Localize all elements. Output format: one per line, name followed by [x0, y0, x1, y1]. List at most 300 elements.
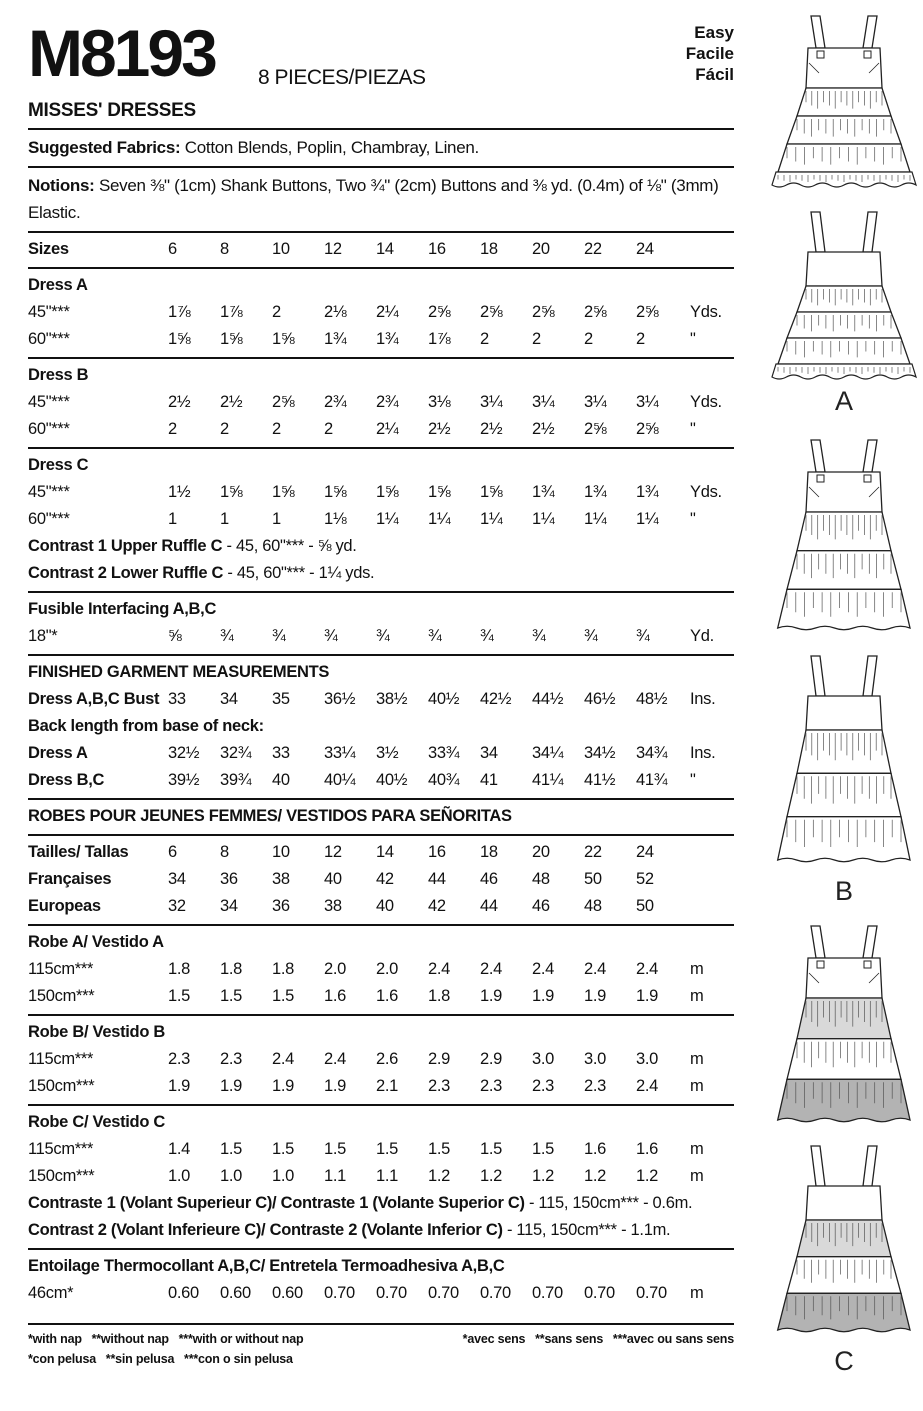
yardage-cell: 46 — [532, 897, 550, 915]
row-label: 115cm*** — [28, 1050, 94, 1068]
divider-rule — [28, 267, 734, 269]
yardage-cell: 1.8 — [220, 960, 243, 978]
yardage-cell: ¾ — [584, 627, 598, 645]
notions-line — [28, 171, 734, 227]
row-60 — [28, 326, 734, 353]
yardage-cell: 1¼ — [480, 510, 503, 528]
yardage-cell: 1.6 — [376, 987, 399, 1005]
yardage-cell: 2.4 — [272, 1050, 295, 1068]
yardage-cell: 12 — [324, 843, 342, 861]
section-dress-c: Dress C — [28, 456, 89, 474]
row-60 — [28, 416, 734, 443]
yardage-cell: ¾ — [324, 627, 338, 645]
yardage-cell: 1¼ — [376, 510, 399, 528]
section-back-length-from-base-of-neck: Back length from base of neck: — [28, 717, 264, 735]
unit-label: " — [690, 771, 696, 789]
yardage-cell: 38 — [324, 897, 342, 915]
row-label: 46cm* — [28, 1284, 74, 1302]
yardage-cell: 41 — [480, 771, 498, 789]
yardage-cell: 1¼ — [428, 510, 451, 528]
yardage-cell: 3½ — [376, 744, 399, 762]
yardage-cell: 1⅝ — [272, 330, 295, 348]
dress-c-back-illustration — [769, 1140, 919, 1344]
yardage-cell: 0.70 — [376, 1284, 407, 1302]
divider-rule — [28, 1104, 734, 1106]
yardage-cell: 1¾ — [376, 330, 399, 348]
main-content — [28, 12, 734, 1369]
yardage-cell: 2 — [532, 330, 541, 348]
row-label: Dress A,B,C Bust — [28, 690, 160, 708]
yardage-cell: 1¼ — [636, 510, 659, 528]
row-150cm — [28, 1163, 734, 1190]
divider-rule — [28, 834, 734, 836]
yardage-cell: 2.9 — [480, 1050, 503, 1068]
yardage-cell: 1 — [272, 510, 281, 528]
yardage-cell: 2.3 — [220, 1050, 243, 1068]
yardage-cell: 1.5 — [324, 1140, 347, 1158]
row-45 — [28, 389, 734, 416]
yardage-cell: 8 — [220, 240, 229, 258]
difficulty-easy: Easy — [694, 23, 734, 42]
yardage-cell: 2.4 — [584, 960, 607, 978]
view-a-label: A — [834, 386, 853, 416]
yardage-cell: 48 — [532, 870, 550, 888]
yardage-cell: 1⅝ — [480, 483, 503, 501]
yardage-cell: 1.1 — [324, 1167, 347, 1185]
yardage-cell: 1.6 — [636, 1140, 659, 1158]
yardage-cell: 1⅛ — [324, 510, 347, 528]
row-115cm — [28, 1136, 734, 1163]
section-robe-c-vestido-c: Robe C/ Vestido C — [28, 1113, 166, 1131]
notions-label: Notions: — [28, 176, 95, 195]
footnotes-left — [28, 1329, 303, 1369]
yardage-cell: 2.4 — [636, 1077, 659, 1095]
yardage-cell: 0.70 — [324, 1284, 355, 1302]
yardage-cell: 3⅛ — [428, 393, 451, 411]
yardage-cell: 33 — [168, 690, 186, 708]
yardage-cell: 2¾ — [376, 393, 399, 411]
unit-label: m — [690, 1284, 704, 1302]
yardage-cell: 2.4 — [428, 960, 451, 978]
yardage-cell: 1.5 — [428, 1140, 451, 1158]
yardage-cell: 0.70 — [480, 1284, 511, 1302]
unit-label: Yds. — [690, 303, 722, 321]
note-text: - 45, 60"*** - 1¼ yds. — [223, 564, 375, 582]
yardage-cell: 1.5 — [220, 987, 243, 1005]
yardage-cell: 1.9 — [324, 1077, 347, 1095]
yardage-cell: 40¾ — [428, 771, 460, 789]
yardage-cell: 1.5 — [272, 1140, 295, 1158]
yardage-cell: 34 — [168, 870, 186, 888]
unit-label: Ins. — [690, 690, 716, 708]
unit-label: m — [690, 1140, 704, 1158]
row-label: 115cm*** — [28, 960, 94, 978]
row-label: 45"*** — [28, 393, 70, 411]
yardage-cell: 1.5 — [168, 987, 191, 1005]
yardage-cell: 33¾ — [428, 744, 460, 762]
yardage-cell: 48 — [584, 897, 602, 915]
yardage-cell: 1.5 — [532, 1140, 555, 1158]
heading-finished-garment-measurements: FINISHED GARMENT MEASUREMENTS — [28, 663, 330, 681]
yardage-cell: 36 — [220, 870, 238, 888]
yardage-cell: 2⅝ — [584, 420, 607, 438]
yardage-cell: 1⅞ — [168, 303, 191, 321]
divider-rule — [28, 128, 734, 130]
yardage-cell: 1.2 — [428, 1167, 451, 1185]
row-46cm — [28, 1280, 734, 1307]
yardage-cell: 0.70 — [428, 1284, 459, 1302]
row-label: 60"*** — [28, 510, 70, 528]
fabrics-label: Suggested Fabrics: — [28, 138, 181, 157]
yardage-cell: 2¼ — [376, 303, 399, 321]
row-label: Dress A — [28, 744, 88, 762]
yardage-cell: 38½ — [376, 690, 408, 708]
yardage-cell: 33 — [272, 744, 290, 762]
row-150cm — [28, 983, 734, 1010]
yardage-cell: 48½ — [636, 690, 668, 708]
yardage-cell: 1⅝ — [220, 330, 243, 348]
yardage-cell: 41¼ — [532, 771, 564, 789]
yardage-cell: 2.0 — [324, 960, 347, 978]
view-b-label: B — [834, 876, 853, 906]
row-label: Sizes — [28, 240, 69, 258]
row-label: 45"*** — [28, 483, 70, 501]
unit-label: " — [690, 330, 696, 348]
yardage-cell: 2½ — [532, 420, 555, 438]
yardage-cell: 42½ — [480, 690, 512, 708]
yardage-cell: ¾ — [272, 627, 286, 645]
section-fusible-interfacing-a-b-c: Fusible Interfacing A,B,C — [28, 600, 217, 618]
yardage-cell: 0.70 — [636, 1284, 667, 1302]
yardage-cell: 2½ — [428, 420, 451, 438]
yardage-cell: 3¼ — [584, 393, 607, 411]
yardage-cell: 2 — [480, 330, 489, 348]
row-115cm — [28, 956, 734, 983]
yardage-cell: 1 — [168, 510, 177, 528]
yardage-cell: 2¼ — [376, 420, 399, 438]
yardage-cell: 52 — [636, 870, 654, 888]
yardage-cell: 20 — [532, 843, 550, 861]
dress-a-back-illustration — [769, 206, 919, 390]
yardage-cell: 1 — [220, 510, 229, 528]
yardage-cell: 1.9 — [532, 987, 555, 1005]
row-label: Françaises — [28, 870, 112, 888]
note-bold-text: Contrast 2 (Volant Inferieure C)/ Contraste 2 (Volante Inferior C) — [28, 1221, 503, 1239]
yardage-cell: 14 — [376, 240, 394, 258]
yardage-cell: 38 — [272, 870, 290, 888]
yardage-cell: 0.60 — [220, 1284, 251, 1302]
yardage-cell: 3¼ — [480, 393, 503, 411]
yardage-cell: 39½ — [168, 771, 200, 789]
yardage-cell: 0.70 — [532, 1284, 563, 1302]
row-label: 150cm*** — [28, 987, 95, 1005]
row-dress-a — [28, 740, 734, 767]
unit-label: " — [690, 510, 696, 528]
row-fran-aises — [28, 866, 734, 893]
yardage-cell: 16 — [428, 240, 446, 258]
divider-rule — [28, 1014, 734, 1016]
section-dress-a: Dress A — [28, 276, 88, 294]
yardage-cell: 16 — [428, 843, 446, 861]
heading-robes-pour-jeunes-femmes-vestidos-pa: ROBES POUR JEUNES FEMMES/ VESTIDOS PARA SEÑORITAS — [28, 807, 512, 825]
row-45 — [28, 299, 734, 326]
row-label: 150cm*** — [28, 1167, 95, 1185]
yardage-cell: 2 — [324, 420, 333, 438]
yardage-cell: 18 — [480, 843, 498, 861]
yardage-cell: 1.9 — [584, 987, 607, 1005]
yardage-cell: 2⅝ — [636, 420, 659, 438]
yardage-cell: 36 — [272, 897, 290, 915]
suggested-fabrics-line — [28, 133, 734, 162]
dress-b-back-illustration — [769, 650, 919, 874]
yardage-cell: 44½ — [532, 690, 564, 708]
yardage-cell: 42 — [376, 870, 394, 888]
yardage-cell: 1⅝ — [376, 483, 399, 501]
note-contrast-1-upper-ruffle-c — [28, 533, 734, 560]
yardage-cell: 1.6 — [324, 987, 347, 1005]
yardage-cell: 0.60 — [272, 1284, 303, 1302]
yardage-cell: 50 — [584, 870, 602, 888]
note-text: - 115, 150cm*** - 0.6m. — [524, 1194, 693, 1212]
yardage-cell: 1⅝ — [220, 483, 243, 501]
yardage-cell: 1.2 — [480, 1167, 503, 1185]
pattern-number: M8193 — [28, 16, 215, 90]
yardage-cell: 1.0 — [220, 1167, 243, 1185]
yardage-table — [28, 236, 734, 1307]
yardage-cell: 1.5 — [272, 987, 295, 1005]
unit-label: Ins. — [690, 744, 716, 762]
yardage-cell: 3.0 — [532, 1050, 555, 1068]
yardage-cell: 40 — [376, 897, 394, 915]
divider-rule — [28, 1248, 734, 1250]
yardage-cell: 1.9 — [480, 987, 503, 1005]
note-contraste-1-volant-superieur-c-contr — [28, 1190, 734, 1217]
yardage-cell: 42 — [428, 897, 446, 915]
yardage-cell: 2.9 — [428, 1050, 451, 1068]
note-text: - 45, 60"*** - ⅝ yd. — [222, 537, 357, 555]
yardage-cell: 41¾ — [636, 771, 668, 789]
yardage-cell: 24 — [636, 843, 654, 861]
yardage-cell: 2.0 — [376, 960, 399, 978]
section-entoilage-thermocollant-a-b-c-entret: Entoilage Thermocollant A,B,C/ Entretela Termoadhesiva A,B,C — [28, 1257, 505, 1275]
yardage-cell: ¾ — [376, 627, 390, 645]
row-label: 60"*** — [28, 330, 70, 348]
yardage-cell: 2.4 — [480, 960, 503, 978]
yardage-cell: 1⅝ — [272, 483, 295, 501]
yardage-cell: 1⅝ — [324, 483, 347, 501]
section-robe-b-vestido-b: Robe B/ Vestido B — [28, 1023, 166, 1041]
difficulty-levels — [686, 22, 734, 85]
yardage-cell: 1.9 — [168, 1077, 191, 1095]
row-dress-b-c — [28, 767, 734, 794]
row-label: 115cm*** — [28, 1140, 94, 1158]
divider-rule — [28, 231, 734, 233]
yardage-cell: 34¼ — [532, 744, 564, 762]
row-label: 45"*** — [28, 303, 70, 321]
yardage-cell: 2.3 — [532, 1077, 555, 1095]
unit-label: Yd. — [690, 627, 714, 645]
row-dress-a-b-c-bust — [28, 686, 734, 713]
yardage-cell: 1.8 — [428, 987, 451, 1005]
yardage-cell: 1.9 — [636, 987, 659, 1005]
footnote-french: *avec sens **sans sens ***avec ou sans sens — [462, 1332, 734, 1346]
yardage-cell: 10 — [272, 240, 290, 258]
pieces-count: 8 PIECES/PIEZAS — [258, 66, 426, 89]
yardage-cell: 34¾ — [636, 744, 668, 762]
yardage-cell: 2⅝ — [584, 303, 607, 321]
yardage-cell: 1½ — [168, 483, 191, 501]
yardage-cell: 14 — [376, 843, 394, 861]
yardage-cell: 6 — [168, 240, 177, 258]
row-115cm — [28, 1046, 734, 1073]
yardage-cell: 1¾ — [636, 483, 659, 501]
yardage-cell: 2½ — [168, 393, 191, 411]
yardage-cell: 40 — [272, 771, 290, 789]
header — [28, 12, 734, 124]
yardage-cell: 2 — [272, 303, 281, 321]
yardage-cell: 22 — [584, 240, 602, 258]
yardage-cell: 1.8 — [168, 960, 191, 978]
unit-label: " — [690, 420, 696, 438]
difficulty-facil: Fácil — [695, 65, 734, 84]
yardage-cell: 1.2 — [636, 1167, 659, 1185]
footnote-english: *with nap **without nap ***with or without nap — [28, 1332, 304, 1346]
unit-label: Yds. — [690, 483, 722, 501]
yardage-cell: 24 — [636, 240, 654, 258]
note-text: - 115, 150cm*** - 1.1m. — [502, 1221, 671, 1239]
yardage-cell: 34 — [480, 744, 498, 762]
yardage-cell: 2⅝ — [272, 393, 295, 411]
note-bold-text: Contrast 1 Upper Ruffle C — [28, 537, 223, 555]
row-45 — [28, 479, 734, 506]
yardage-cell: 6 — [168, 843, 177, 861]
yardage-cell: 32¾ — [220, 744, 252, 762]
yardage-cell: 40½ — [428, 690, 460, 708]
yardage-cell: 1.0 — [272, 1167, 295, 1185]
yardage-cell: 40 — [324, 870, 342, 888]
note-contrast-2-lower-ruffle-c — [28, 560, 734, 587]
yardage-cell: 2.3 — [168, 1050, 191, 1068]
section-robe-a-vestido-a: Robe A/ Vestido A — [28, 933, 164, 951]
unit-label: m — [690, 960, 704, 978]
yardage-cell: ⅝ — [168, 627, 182, 645]
yardage-cell: 3.0 — [584, 1050, 607, 1068]
yardage-cell: 0.60 — [168, 1284, 199, 1302]
yardage-cell: 44 — [428, 870, 446, 888]
yardage-cell: 36½ — [324, 690, 356, 708]
yardage-cell: 2 — [272, 420, 281, 438]
yardage-cell: 41½ — [584, 771, 616, 789]
yardage-cell: 1¼ — [584, 510, 607, 528]
yardage-cell: 2⅝ — [636, 303, 659, 321]
yardage-cell: 22 — [584, 843, 602, 861]
divider-rule — [28, 447, 734, 449]
yardage-cell: 1⅞ — [428, 330, 451, 348]
row-18 — [28, 623, 734, 650]
yardage-cell: ¾ — [636, 627, 650, 645]
yardage-cell: 1.5 — [480, 1140, 503, 1158]
yardage-cell: 46 — [480, 870, 498, 888]
yardage-cell: 33¼ — [324, 744, 356, 762]
yardage-cell: 1¾ — [532, 483, 555, 501]
yardage-cell: 2 — [168, 420, 177, 438]
yardage-cell: 2½ — [220, 393, 243, 411]
row-60 — [28, 506, 734, 533]
yardage-cell: 2⅝ — [532, 303, 555, 321]
row-label: 150cm*** — [28, 1077, 95, 1095]
page-title: MISSES' DRESSES — [28, 100, 196, 121]
yardage-cell: 20 — [532, 240, 550, 258]
difficulty-facile: Facile — [685, 44, 734, 63]
yardage-cell: 2.6 — [376, 1050, 399, 1068]
row-150cm — [28, 1073, 734, 1100]
yardage-cell: 2.3 — [584, 1077, 607, 1095]
yardage-cell: 1.2 — [532, 1167, 555, 1185]
view-c-label: C — [834, 1346, 854, 1376]
yardage-cell: 40½ — [376, 771, 408, 789]
yardage-cell: 1.8 — [272, 960, 295, 978]
yardage-cell: 12 — [324, 240, 342, 258]
notions-text: Seven ⅜" (1cm) Shank Buttons, Two ¾" (2cm) Buttons and ⅜ yd. (0.4m) of ⅛" (3mm) Elastic. — [28, 176, 719, 222]
yardage-cell: 1.6 — [584, 1140, 607, 1158]
yardage-cell: ¾ — [220, 627, 234, 645]
yardage-cell: 8 — [220, 843, 229, 861]
row-label: 60"*** — [28, 420, 70, 438]
yardage-cell: 2⅝ — [428, 303, 451, 321]
yardage-cell: 34½ — [584, 744, 616, 762]
note-bold-text: Contraste 1 (Volant Superieur C)/ Contraste 1 (Volante Superior C) — [28, 1194, 525, 1212]
yardage-cell: 18 — [480, 240, 498, 258]
yardage-cell: 1.2 — [584, 1167, 607, 1185]
yardage-cell: 1.5 — [376, 1140, 399, 1158]
yardage-cell: 1⅝ — [428, 483, 451, 501]
yardage-cell: ¾ — [480, 627, 494, 645]
yardage-cell: 1.1 — [376, 1167, 399, 1185]
yardage-cell: 1.5 — [220, 1140, 243, 1158]
yardage-cell: 2.4 — [324, 1050, 347, 1068]
note-bold-text: Contrast 2 Lower Ruffle C — [28, 564, 224, 582]
yardage-cell: 39¾ — [220, 771, 252, 789]
yardage-cell: 40¼ — [324, 771, 356, 789]
row-sizes — [28, 236, 734, 263]
yardage-cell: 1.9 — [220, 1077, 243, 1095]
footnote-rule — [28, 1323, 734, 1325]
row-label: 18"* — [28, 627, 58, 645]
yardage-cell: 35 — [272, 690, 290, 708]
yardage-cell: ¾ — [532, 627, 546, 645]
dress-a-front-illustration — [769, 12, 919, 198]
yardage-cell: 2.4 — [636, 960, 659, 978]
divider-rule — [28, 798, 734, 800]
yardage-cell: 3¼ — [636, 393, 659, 411]
yardage-cell: 1¾ — [584, 483, 607, 501]
yardage-cell: 2 — [584, 330, 593, 348]
yardage-cell: 46½ — [584, 690, 616, 708]
yardage-cell: 1¼ — [532, 510, 555, 528]
footnotes — [28, 1323, 734, 1369]
unit-label: m — [690, 1077, 704, 1095]
yardage-cell: 2½ — [480, 420, 503, 438]
yardage-cell: 2.3 — [428, 1077, 451, 1095]
divider-rule — [28, 654, 734, 656]
row-europeas — [28, 893, 734, 920]
footnote-row — [28, 1329, 734, 1369]
yardage-cell: 2.1 — [376, 1077, 399, 1095]
unit-label: Yds. — [690, 393, 722, 411]
yardage-cell: 2 — [220, 420, 229, 438]
unit-label: m — [690, 1167, 704, 1185]
yardage-cell: 0.70 — [584, 1284, 615, 1302]
